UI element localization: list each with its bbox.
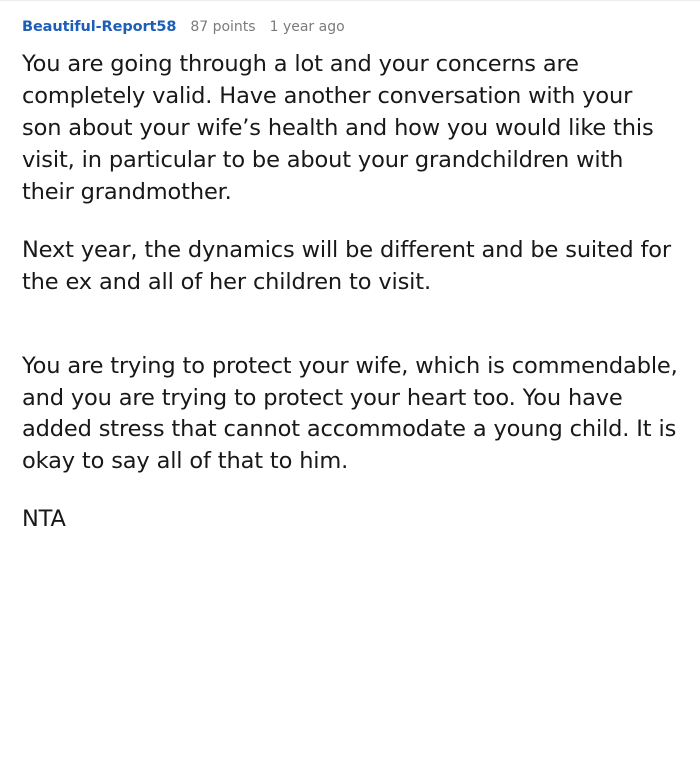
comment-body (22, 49, 678, 536)
comment-author[interactable]: Beautiful-Report58 (22, 19, 177, 35)
comment-paragraph: You are trying to protect your wife, which is commendable, and you are trying to protect your heart too. You have added stress that cannot accommodate a young child. It is okay to say all of that to him. (22, 352, 678, 475)
comment-verdict: NTA (22, 506, 66, 533)
comment-header (22, 19, 678, 35)
comment-paragraph: You are going through a lot and your concerns are completely valid. Have another conversation with your son about your wife’s health and how you would like this visit, in particular to be about your grandchildren with their grandmother. (22, 51, 654, 205)
comment-timestamp: 1 year ago (269, 19, 345, 35)
comment-score: 87 points (190, 19, 256, 35)
comment-paragraph: Next year, the dynamics will be different and be suited for the ex and all of her children to visit. (22, 236, 672, 295)
